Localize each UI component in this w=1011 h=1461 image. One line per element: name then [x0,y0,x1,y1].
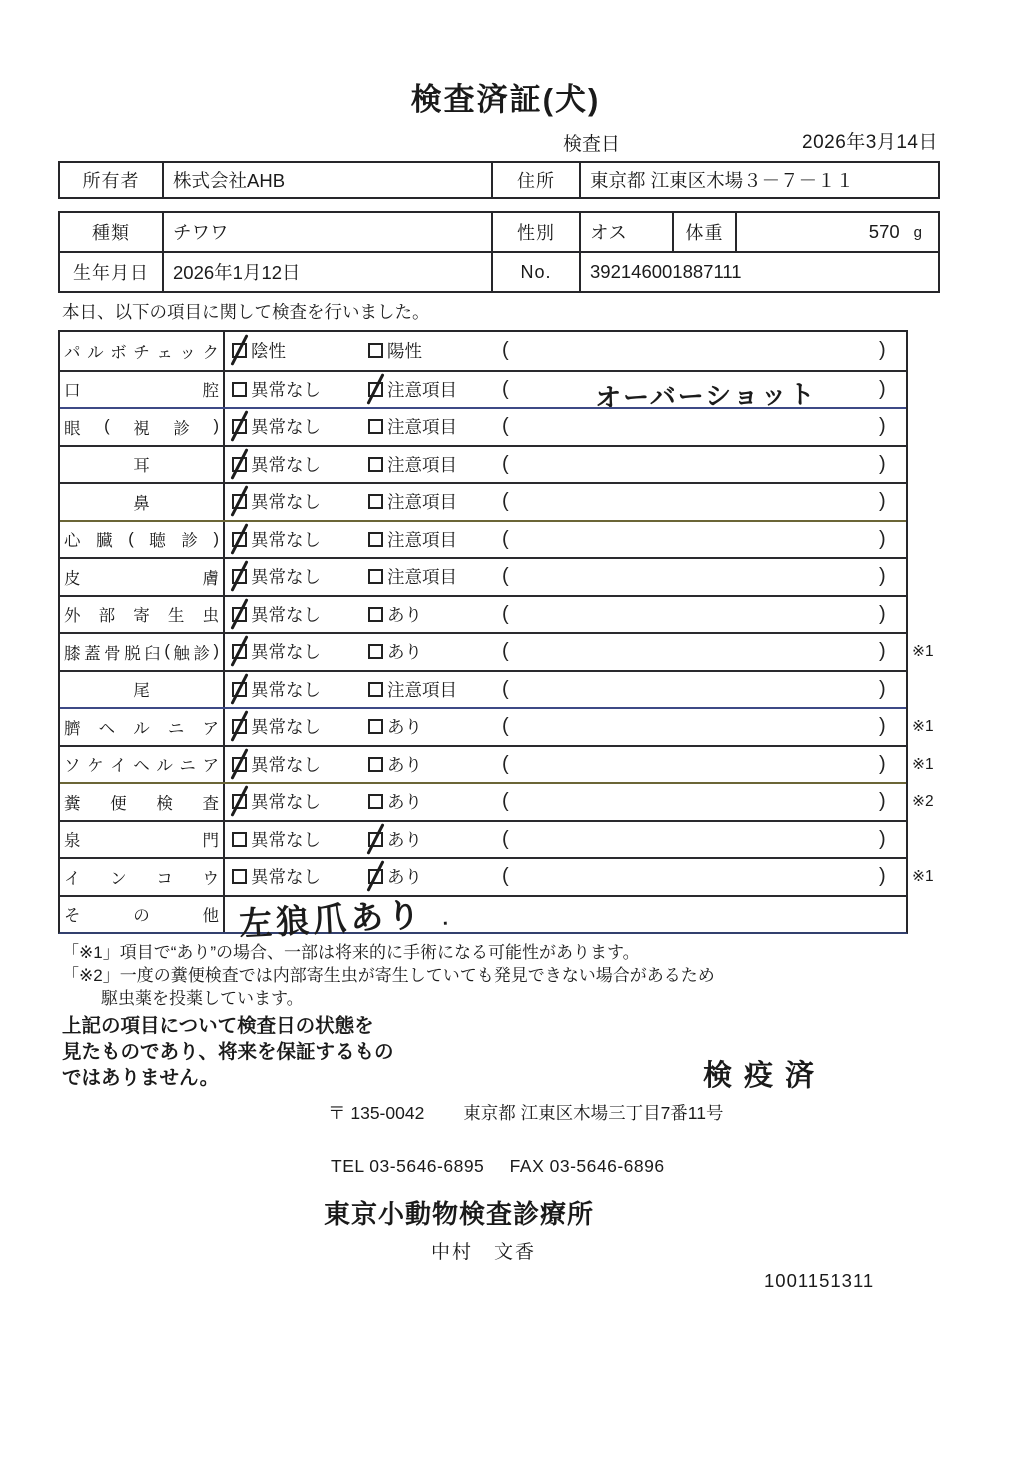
row-label-char: 便 [110,794,127,813]
option-2-checkbox-icon [368,343,383,358]
option-1-label: 異常なし [251,867,321,888]
option-2-label: 注意項目 [387,679,457,700]
row-content [225,597,906,633]
option-2-checkbox-icon [368,382,383,397]
row-label-char: 脱 [124,644,141,663]
birthdate-label: 生年月日 [60,253,164,291]
document-number: 1001151311 [764,1270,875,1291]
paren-close: ) [879,339,886,362]
row-label [60,484,225,520]
row-label [60,897,225,933]
paren-open: ( [502,790,509,813]
option-2 [368,672,457,708]
row-label-char: ウ [202,869,219,888]
row-label [60,522,225,558]
row-label-char: 他 [202,907,219,926]
paren-open: ( [502,715,509,738]
paren-close: ) [879,865,886,888]
option-2 [368,559,457,595]
inspection-date-value: 2026年3月14日 [802,132,938,153]
birthdate-value: 2026年1月12日 [164,253,493,291]
row-label-char: 生 [167,607,185,626]
footnote-mark: ※2 [912,793,934,811]
option-1-label: 異常なし [251,454,321,475]
row-label [60,559,225,595]
handwritten-note: 左狼爪あり . [238,895,449,942]
row-content [225,634,934,670]
check-row [60,407,906,445]
option-2-label: 注意項目 [387,454,457,475]
check-table [58,330,934,942]
option-1-label: 異常なし [251,829,321,850]
option-2-checkbox-icon [368,719,383,734]
row-label-char: ク [202,343,219,362]
option-2 [368,447,457,483]
row-label-char: 査 [202,794,219,813]
option-2-label: あり [387,754,422,775]
check-row [60,895,906,942]
option-2-checkbox-icon [368,569,383,584]
row-label-char: ( [164,642,170,661]
row-label [60,859,225,895]
row-content [225,859,934,895]
option-2-label: あり [387,642,422,663]
paren-open: ( [502,677,509,700]
paren-close: ) [879,602,886,625]
row-label-char: 泉 [64,832,81,851]
row-label-char: 虫 [202,607,219,626]
row-label [60,372,225,408]
clinic-address-line [328,1100,723,1125]
row-label [60,447,225,483]
row-content [225,372,906,413]
row-label-char: ボ [110,343,127,362]
row-label-char: 膝 [64,644,81,663]
option-2-label: あり [387,717,422,738]
check-row [60,857,934,895]
option-1-checkbox-icon [232,719,247,734]
paren-close: ) [879,640,886,663]
paren-close: ) [879,527,886,550]
option-2 [368,747,422,783]
option-1-checkbox-icon [232,569,247,584]
row-label-char: 口 [64,382,81,401]
check-row [60,632,934,670]
row-content [225,895,906,942]
option-1 [232,597,321,633]
option-1-label: 異常なし [251,754,321,775]
paren-close: ) [879,415,886,438]
clinic-fax: FAX 03-5646-6896 [509,1156,665,1176]
owner-label: 所有者 [60,163,164,197]
option-1 [232,822,321,858]
option-1-label: 異常なし [251,492,321,513]
paren-open: ( [502,339,509,362]
option-2 [368,332,422,370]
row-content [225,522,906,558]
row-label-char: 腔 [202,382,219,401]
disclaimer-line-2: 見たものであり、将来を保証するもの [62,1041,394,1063]
row-label-char: ッ [179,343,196,362]
row-label-char: ( [128,529,134,548]
row-label-char: 寄 [133,607,150,626]
row-label-char: ル [133,719,150,738]
clinic-postal-code: 〒 135-0042 [328,1103,425,1123]
inspection-date-label: 検査日 [563,134,621,155]
row-content [225,332,906,370]
paren-open: ( [502,377,509,400]
option-2-checkbox-icon [368,794,383,809]
row-label [60,332,225,370]
option-1-checkbox-icon [232,869,247,884]
row-label-char: コ [156,869,173,888]
row-label [60,784,225,820]
paren-close: ) [879,452,886,475]
option-2-label: あり [387,604,422,625]
owner-value: 株式会社AHB [164,163,493,197]
paren-open: ( [502,565,509,588]
row-label-char: チ [133,343,150,362]
paren-close: ) [879,377,886,400]
row-label-char: 聴 [149,532,166,551]
row-label-char: 部 [98,607,116,626]
row-label-char: ン [110,869,127,888]
row-label-char: 診 [173,419,190,438]
owner-address-label: 住所 [493,163,581,197]
row-label-char: イ [64,869,81,888]
option-2 [368,372,457,408]
option-1-checkbox-icon [232,343,247,358]
row-content [225,747,934,783]
option-1-checkbox-icon [232,382,247,397]
row-label-char: 耳 [133,457,150,476]
row-label-char: 眼 [64,419,81,438]
option-2-checkbox-icon [368,419,383,434]
option-1 [232,784,321,820]
sex-label: 性別 [493,213,581,251]
option-1-checkbox-icon [232,494,247,509]
row-label [60,822,225,858]
row-label-char: ヘ [133,757,150,776]
option-1-label: 陰性 [251,341,286,362]
row-label-char: ) [213,417,219,436]
option-1-label: 異常なし [251,792,321,813]
weight-number: 570 [868,221,900,242]
option-1-label: 異常なし [251,679,321,700]
row-label-char: の [133,907,150,926]
row-label [60,672,225,708]
row-label-char: 蓋 [84,644,101,663]
number-value: 392146001887111 [590,261,742,282]
row-label-char: パ [64,343,81,362]
row-label-char: ル [156,757,173,776]
row-label-char: ア [202,719,219,738]
footnote-mark: ※1 [912,718,934,736]
paren-close: ) [879,490,886,513]
paren-close: ) [879,827,886,850]
disclaimer-line-1: 上記の項目について検査日の状態を [62,1015,374,1037]
option-2 [368,784,422,820]
weight-label: 体重 [674,213,737,251]
option-2-label: あり [387,867,422,888]
option-1-label: 異常なし [251,379,321,400]
paren-open: ( [502,602,509,625]
paren-open: ( [502,640,509,663]
owner-row [60,163,938,197]
check-row [60,445,906,483]
option-1 [232,634,321,670]
footnote-mark: ※1 [912,643,934,661]
row-content [225,672,906,708]
option-1-label: 異常なし [251,567,321,588]
check-row [60,670,906,708]
paren-open: ( [502,865,509,888]
row-label-char: ) [213,642,219,661]
option-2-label: 注意項目 [387,379,457,400]
owner-address-value: 東京都 江東区木場３－７－１１ [590,170,855,191]
option-1-label: 異常なし [251,717,321,738]
pet-table [58,211,940,293]
number-label: No. [493,253,581,291]
paren-open: ( [502,827,509,850]
row-content [225,447,906,483]
check-row [60,820,906,858]
row-label-char: 検 [156,794,173,813]
handwritten-period: . [441,907,449,930]
option-1 [232,709,321,745]
check-row [60,707,934,745]
clinic-tel: TEL 03-5646-6895 [331,1156,485,1176]
option-1-checkbox-icon [232,794,247,809]
option-2-label: 陽性 [387,341,422,362]
paren-close: ) [879,790,886,813]
row-label [60,634,225,670]
row-label-char: 心 [64,532,81,551]
option-2 [368,522,457,558]
paren-close: ) [879,752,886,775]
option-2-checkbox-icon [368,832,383,847]
option-1-checkbox-icon [232,532,247,547]
weight-unit: g [913,223,922,241]
row-label-char: ア [202,757,219,776]
option-1-checkbox-icon [232,419,247,434]
option-1 [232,447,321,483]
owner-table [58,161,940,199]
row-label [60,597,225,633]
row-label-char: ェ [156,343,173,362]
option-1 [232,409,321,445]
option-2 [368,634,422,670]
option-1 [232,859,321,895]
option-2-checkbox-icon [368,494,383,509]
row-label-char: 触 [173,644,190,663]
footnote-mark: ※1 [912,755,934,773]
option-2-label: 注意項目 [387,567,457,588]
option-1-checkbox-icon [232,757,247,772]
row-content [225,409,906,445]
option-2-checkbox-icon [368,644,383,659]
option-1-checkbox-icon [232,832,247,847]
option-2-label: 注意項目 [387,417,457,438]
check-row [60,595,906,633]
option-2-label: 注意項目 [387,492,457,513]
option-1-checkbox-icon [232,682,247,697]
option-1 [232,372,321,408]
row-label-char: ヘ [98,719,116,738]
check-row [60,520,906,558]
row-label-char: 鼻 [133,494,150,513]
row-content [225,784,934,820]
row-content [225,559,906,595]
intro-text: 本日、以下の項目に関して検査を行いました。 [62,302,430,322]
option-1-checkbox-icon [232,644,247,659]
disclaimer-line-3: ではありません。 [62,1067,220,1089]
row-label-char: ケ [87,757,104,776]
row-label-char: 皮 [64,569,81,588]
footnote-mark: ※1 [912,868,934,886]
row-label-char: ル [87,343,104,362]
paren-close: ) [879,565,886,588]
option-2-checkbox-icon [368,682,383,697]
sex-value: オス [581,213,674,251]
row-label-char: 骨 [104,644,121,663]
option-1 [232,484,321,520]
check-row [60,482,906,520]
species-value: チワワ [164,213,493,251]
handwritten-note: オーバーショット [594,378,817,413]
paren-close: ) [879,715,886,738]
option-1 [232,559,321,595]
option-1-checkbox-icon [232,457,247,472]
quarantine-stamp: 検疫済 [703,1060,827,1092]
row-label-char: そ [64,907,81,926]
option-2 [368,484,457,520]
option-2-checkbox-icon [368,757,383,772]
option-2 [368,709,422,745]
footnote-2: 「※2」一度の糞便検査では内部寄生虫が寄生していても発見できない場合があるため [62,966,715,985]
clinic-address: 東京都 江東区木場三丁目7番11号 [463,1103,724,1123]
check-row [60,557,906,595]
option-2-label: あり [387,792,422,813]
row-label-char: 膚 [202,569,219,588]
pet-row-1 [60,213,938,251]
paren-close: ) [879,677,886,700]
option-2-label: あり [387,829,422,850]
row-label-char: ( [104,417,110,436]
row-label-char: ソ [64,757,81,776]
check-row [60,370,906,413]
option-1-label: 異常なし [251,417,321,438]
option-2-checkbox-icon [368,457,383,472]
row-content [225,822,906,858]
row-label [60,747,225,783]
row-label-char: 視 [133,419,150,438]
species-label: 種類 [60,213,164,251]
row-label-char: 診 [193,644,210,663]
row-label-char: 臓 [96,532,113,551]
clinic-name: 東京小動物検査診療所 [324,1199,595,1229]
option-2 [368,409,457,445]
pet-row-2 [60,251,938,291]
disclaimer-text [62,1013,394,1091]
weight-value [737,213,938,251]
examiner-name: 中村 文香 [431,1242,537,1263]
row-label-char: 尾 [133,682,150,701]
option-2 [368,597,422,633]
check-row [60,745,934,783]
row-label-char: ) [213,529,219,548]
row-label [60,709,225,745]
option-1-checkbox-icon [232,607,247,622]
footnote-1: 「※1」項目で“あり”の場合、一部は将来的に手術になる可能性があります。 [62,943,640,962]
page-title: 検査済証(犬) [410,82,601,117]
check-row [60,782,934,820]
paren-open: ( [502,490,509,513]
row-label-char: ニ [179,757,196,776]
paren-open: ( [502,452,509,475]
option-1-label: 異常なし [251,642,321,663]
option-1 [232,522,321,558]
row-content [225,484,906,520]
option-1 [232,747,321,783]
paren-open: ( [502,527,509,550]
option-2-checkbox-icon [368,532,383,547]
row-label-char: 診 [181,532,198,551]
paren-open: ( [502,415,509,438]
option-2-checkbox-icon [368,869,383,884]
paren-open: ( [502,752,509,775]
row-label-char: ニ [167,719,185,738]
row-label-char: 外 [64,607,81,626]
row-label [60,409,225,445]
option-2-label: 注意項目 [387,529,457,550]
clinic-phone-line [331,1156,665,1177]
row-label-char: イ [110,757,127,776]
option-2-checkbox-icon [368,607,383,622]
check-row [60,332,906,370]
option-1 [232,332,286,370]
row-label-char: 臍 [64,719,81,738]
footnote-2-continued: 駆虫薬を投薬しています。 [101,989,304,1008]
row-label-char: 糞 [64,794,81,813]
row-label-char: 臼 [144,644,161,663]
row-label-char: 門 [202,832,219,851]
option-2 [368,822,422,858]
option-1 [232,672,321,708]
option-1-label: 異常なし [251,529,321,550]
row-content [225,709,934,745]
option-1-label: 異常なし [251,604,321,625]
